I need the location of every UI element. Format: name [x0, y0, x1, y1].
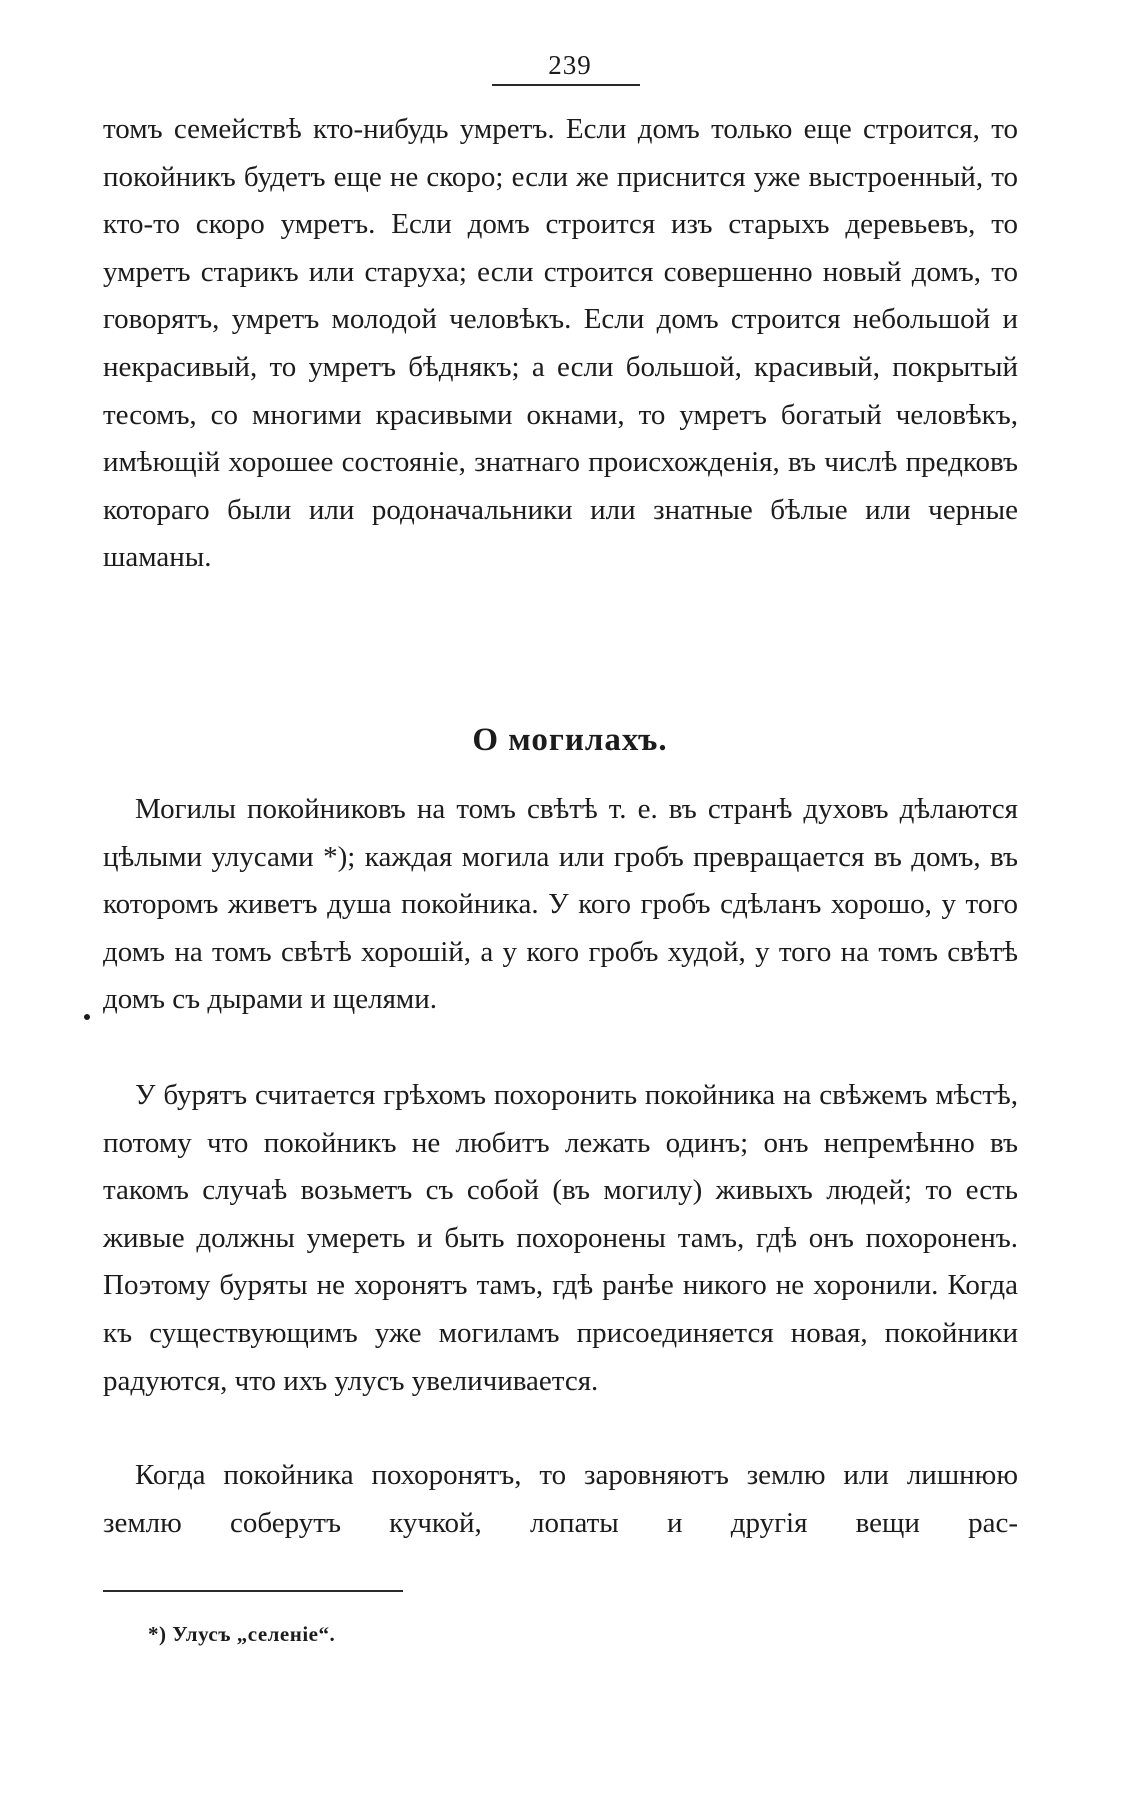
paragraph-continuation: томъ семействѣ кто-нибудь умретъ. Если домъ только еще строится, то покойникъ будетъ еще не скоро; если же приснится уже выстроенный, то кто-то скоро умретъ. Если домъ строится изъ старыхъ деревьевъ, то умретъ старикъ или старуха; если строится совершенно новый домъ, то говорятъ, умретъ молодой человѣкъ. Если домъ строится небольшой и некрасивый, то умретъ бѣднякъ; а если большой, красивый, покрытый тесомъ, со многими красивыми окнами, то умретъ богатый человѣкъ, имѣющій хорошее состояніе, знатнаго происхожденія, въ числѣ предковъ котораго были или родоначальники или знатные бѣлые или черные шаманы. — [103, 113, 1018, 574]
paragraph-graves: Могилы покойниковъ на томъ свѣтѣ т. е. въ странѣ духовъ дѣлаются цѣлыми улусами *); каждая могила или гробъ превращается въ домъ, въ которомъ живетъ душа покойника. У кого гробъ сдѣланъ хорошо, у того домъ на томъ свѣтѣ хорошій, а у кого гробъ худой, у того на томъ свѣтѣ домъ съ дырами и щелями. — [103, 793, 1018, 1016]
paragraph-burial: Когда покойника похоронятъ, то заровняютъ землю или лишнюю землю соберутъ кучкой, лопаты и другія вещи рас- — [103, 1459, 1018, 1539]
footnote-rule — [103, 1590, 403, 1592]
margin-mark — [84, 1014, 90, 1020]
page-number-rule — [492, 84, 640, 86]
page-number: 239 — [548, 50, 592, 80]
footnote: *) Улусъ „селеніе“. — [148, 1622, 336, 1646]
section-heading: О могилахъ. — [472, 722, 668, 758]
paragraph-fresh-place: У бурятъ считается грѣхомъ похоронить покойника на свѣжемъ мѣстѣ, потому что покойникъ не любитъ лежать одинъ; онъ непремѣнно въ такомъ случаѣ возьметъ съ собой (въ могилу) живыхъ людей; то есть живые должны умереть и быть похоронены тамъ, гдѣ онъ похороненъ. Поэтому буряты не хоронятъ тамъ, гдѣ ранѣе никого не хоронили. Когда къ существующимъ уже могиламъ присоединяется новая, покойники радуются, что ихъ улусъ увеличивается. — [103, 1079, 1018, 1397]
